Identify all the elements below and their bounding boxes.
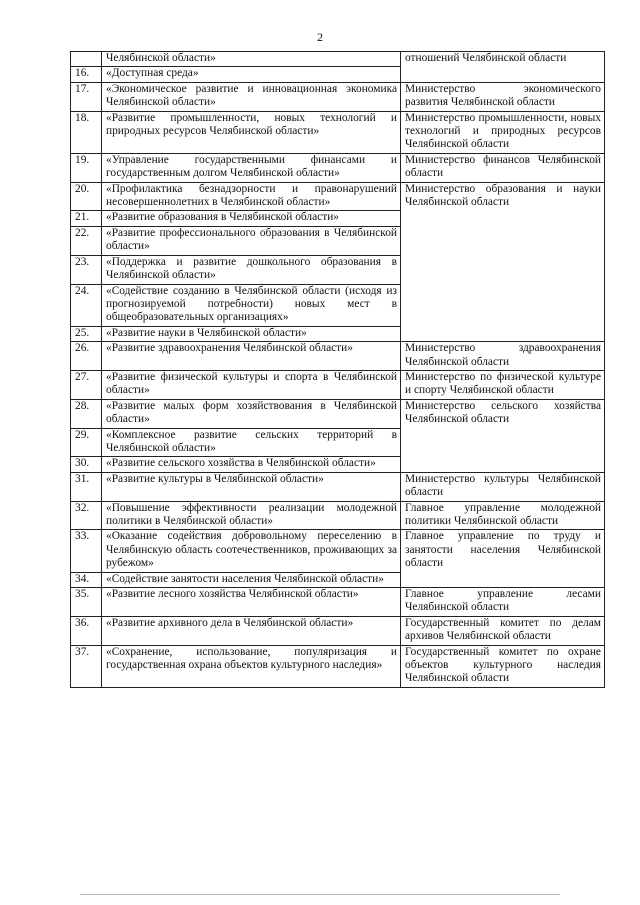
responsible-agency: Министерство по физической культуре и спорту Челябинской области — [401, 370, 605, 399]
table-row — [71, 342, 605, 371]
row-number: 31. — [71, 472, 102, 501]
responsible-agency: Министерство образования и науки Челябинской области — [401, 182, 605, 341]
row-number: 35. — [71, 588, 102, 617]
row-number: 37. — [71, 645, 102, 687]
table-row — [71, 111, 605, 153]
responsible-agency: Главное управление лесами Челябинской области — [401, 588, 605, 617]
responsible-agency: Министерство здравоохранения Челябинской области — [401, 342, 605, 371]
row-number: 23. — [71, 255, 102, 284]
responsible-agency: Главное управление по труду и занятости населения Челябинской области — [401, 530, 605, 588]
table-row — [71, 153, 605, 182]
responsible-agency: отношений Челябинской области — [401, 52, 605, 83]
table-row — [71, 399, 605, 428]
row-number: 33. — [71, 530, 102, 572]
program-title: «Экономическое развитие и инновационная экономика Челябинской области» — [102, 82, 401, 111]
responsible-agency: Министерство сельского хозяйства Челябинской области — [401, 399, 605, 472]
row-number: 30. — [71, 457, 102, 472]
row-number: 26. — [71, 342, 102, 371]
row-number: 19. — [71, 153, 102, 182]
program-title: «Развитие профессионального образования в Челябинской области» — [102, 226, 401, 255]
row-number: 22. — [71, 226, 102, 255]
program-title: «Доступная среда» — [102, 67, 401, 82]
row-number: 36. — [71, 616, 102, 645]
program-title: «Поддержка и развитие дошкольного образования в Челябинской области» — [102, 255, 401, 284]
program-title: «Управление государственными финансами и государственным долгом Челябинской области» — [102, 153, 401, 182]
program-title: «Развитие образования в Челябинской области» — [102, 211, 401, 226]
row-number — [71, 52, 102, 67]
program-title: «Развитие физической культуры и спорта в Челябинской области» — [102, 370, 401, 399]
program-title: «Профилактика безнадзорности и правонарушений несовершеннолетних в Челябинской области» — [102, 182, 401, 211]
responsible-agency: Государственный комитет по делам архивов Челябинской области — [401, 616, 605, 645]
responsible-agency: Министерство промышленности, новых технологий и природных ресурсов Челябинской области — [401, 111, 605, 153]
scan-edge-line — [80, 894, 560, 895]
program-title: «Комплексное развитие сельских территорий в Челябинской области» — [102, 428, 401, 457]
row-number: 17. — [71, 82, 102, 111]
table-row — [71, 52, 605, 67]
row-number: 18. — [71, 111, 102, 153]
table-row — [71, 530, 605, 572]
responsible-agency: Государственный комитет по охране объектов культурного наследия Челябинской области — [401, 645, 605, 687]
table-row — [71, 472, 605, 501]
row-number: 34. — [71, 572, 102, 587]
program-title: «Развитие малых форм хозяйствования в Челябинской области» — [102, 399, 401, 428]
responsible-agency: Министерство финансов Челябинской области — [401, 153, 605, 182]
row-number: 20. — [71, 182, 102, 211]
program-title: «Развитие промышленности, новых технологий и природных ресурсов Челябинской области» — [102, 111, 401, 153]
program-title: «Содействие созданию в Челябинской области (исходя из прогнозируемой потребности) новых мест в общеобразовательных организациях» — [102, 284, 401, 326]
row-number: 29. — [71, 428, 102, 457]
program-title: «Повышение эффективности реализации молодежной политики в Челябинской области» — [102, 501, 401, 530]
program-title: «Развитие архивного дела в Челябинской области» — [102, 616, 401, 645]
table-row — [71, 182, 605, 211]
program-title: «Оказание содействия добровольному переселению в Челябинскую область соотечественников, проживающих за рубежом» — [102, 530, 401, 572]
table-row — [71, 370, 605, 399]
responsible-agency: Министерство культуры Челябинской области — [401, 472, 605, 501]
row-number: 24. — [71, 284, 102, 326]
row-number: 21. — [71, 211, 102, 226]
page-number: 2 — [317, 30, 323, 44]
row-number: 25. — [71, 326, 102, 341]
table-row — [71, 82, 605, 111]
table-row — [71, 645, 605, 687]
program-title: «Развитие науки в Челябинской области» — [102, 326, 401, 341]
program-title: «Развитие здравоохранения Челябинской области» — [102, 342, 401, 371]
table-row — [71, 588, 605, 617]
row-number: 16. — [71, 67, 102, 82]
responsible-agency: Главное управление молодежной политики Челябинской области — [401, 501, 605, 530]
program-title: Челябинской области» — [102, 52, 401, 67]
row-number: 27. — [71, 370, 102, 399]
program-title: «Развитие лесного хозяйства Челябинской области» — [102, 588, 401, 617]
table-row — [71, 501, 605, 530]
row-number: 32. — [71, 501, 102, 530]
table-row — [71, 616, 605, 645]
program-table — [70, 51, 605, 688]
program-title: «Содействие занятости населения Челябинской области» — [102, 572, 401, 587]
responsible-agency: Министерство экономического развития Челябинской области — [401, 82, 605, 111]
program-title: «Сохранение, использование, популяризация и государственная охрана объектов культурного наследия» — [102, 645, 401, 687]
row-number: 28. — [71, 399, 102, 428]
program-title: «Развитие сельского хозяйства в Челябинской области» — [102, 457, 401, 472]
program-title: «Развитие культуры в Челябинской области» — [102, 472, 401, 501]
